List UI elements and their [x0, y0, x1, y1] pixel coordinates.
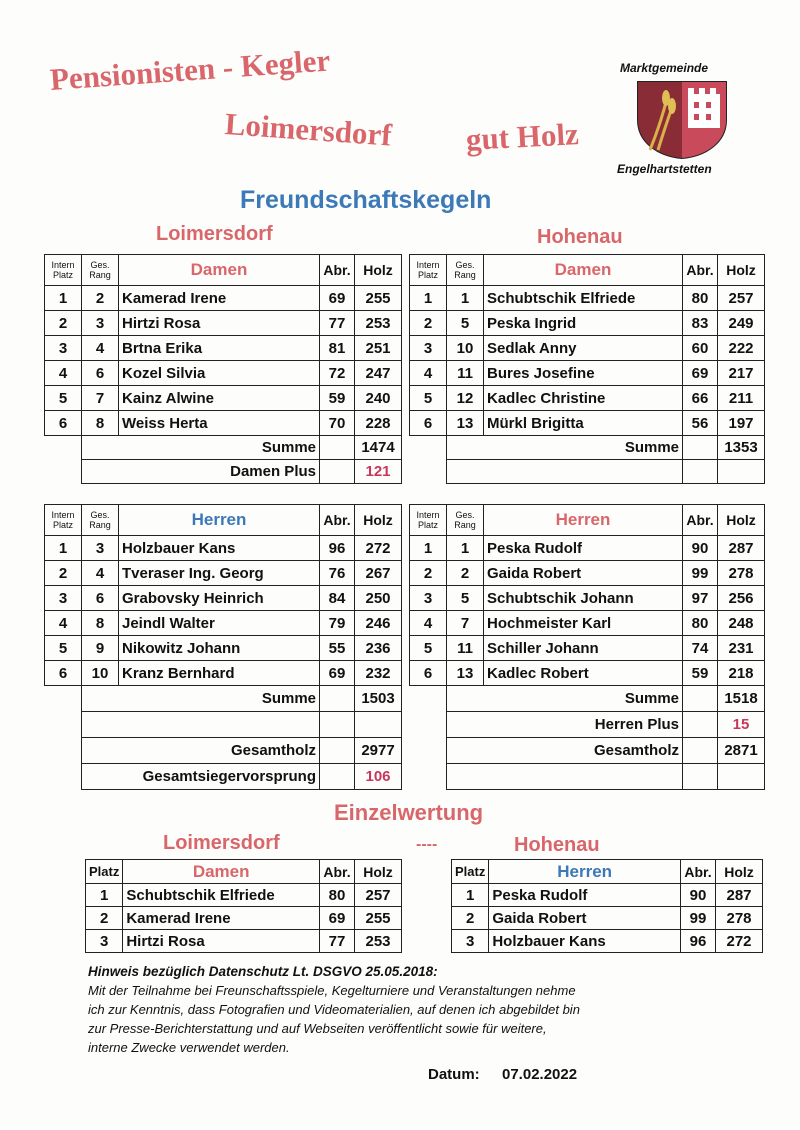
col-holz: Holz [716, 860, 763, 884]
date-label: Datum: [428, 1066, 480, 1083]
cell-abr: 59 [683, 661, 718, 686]
cell-p: 3 [452, 930, 489, 953]
cell-holz: 278 [718, 561, 765, 586]
cell-name: Grabovsky Heinrich [119, 586, 320, 611]
cell-abr: 77 [320, 311, 355, 336]
summe-label: Summe [447, 686, 683, 712]
cell-abr: 79 [320, 611, 355, 636]
cell-name: Schubtschik Elfriede [484, 286, 683, 311]
cell-abr: 97 [683, 586, 718, 611]
cell-ip: 5 [410, 386, 447, 411]
cell-name: Peska Rudolf [489, 884, 681, 907]
damen-title: Damen [119, 255, 320, 286]
col-holz: Holz [718, 505, 765, 536]
cell-ip: 5 [45, 636, 82, 661]
col-abr: Abr. [320, 255, 355, 286]
cell-name: Schubtschik Elfriede [123, 884, 320, 907]
table-row [45, 586, 402, 611]
coat-of-arms-icon [636, 80, 728, 160]
cell-name: Peska Ingrid [484, 311, 683, 336]
cell-abr: 90 [683, 536, 718, 561]
cell-ip: 3 [410, 586, 447, 611]
cell-gr: 11 [447, 361, 484, 386]
title-line-1: Pensionisten - Kegler [48, 42, 332, 97]
cell-gr: 5 [447, 311, 484, 336]
col-ges-rang: Ges. Rang [82, 255, 119, 286]
cell-holz: 197 [718, 411, 765, 436]
cell-holz: 272 [355, 536, 402, 561]
cell-name: Gaida Robert [484, 561, 683, 586]
table-row [45, 611, 402, 636]
col-platz: Platz [452, 860, 489, 884]
table-row [86, 884, 402, 907]
table-row [410, 611, 765, 636]
cell-name: Schubtschik Johann [484, 586, 683, 611]
cell-p: 3 [86, 930, 123, 953]
cell-holz: 228 [355, 411, 402, 436]
cell-name: Brtna Erika [119, 336, 320, 361]
cell-holz: 257 [718, 286, 765, 311]
cell-name: Mürkl Brigitta [484, 411, 683, 436]
table-row [410, 386, 765, 411]
cell-name: Kamerad Irene [123, 907, 320, 930]
cell-ip: 6 [410, 661, 447, 686]
cell-holz: 255 [355, 286, 402, 311]
col-holz: Holz [355, 255, 402, 286]
cell-abr: 70 [320, 411, 355, 436]
cell-gr: 8 [82, 611, 119, 636]
cell-abr: 80 [320, 884, 355, 907]
cell-name: Jeindl Walter [119, 611, 320, 636]
cell-abr: 56 [683, 411, 718, 436]
notice-line: Mit der Teilnahme bei Freunschaftsspiele, Kegelturniere und Veranstaltungen nehme [88, 983, 576, 998]
cell-abr: 90 [681, 884, 716, 907]
herren-plus-value: 15 [718, 712, 765, 738]
cell-abr: 74 [683, 636, 718, 661]
cell-holz: 287 [718, 536, 765, 561]
einzel-herren-title: Herren [489, 860, 681, 884]
cell-ip: 4 [45, 611, 82, 636]
table-row [410, 311, 765, 336]
cell-holz: 250 [355, 586, 402, 611]
col-abr: Abr. [681, 860, 716, 884]
cell-holz: 218 [718, 661, 765, 686]
cell-abr: 69 [320, 286, 355, 311]
cell-ip: 1 [410, 286, 447, 311]
cell-holz: 232 [355, 661, 402, 686]
col-intern-platz: Intern Platz [45, 255, 82, 286]
title-line-3: gut Holz [465, 116, 580, 157]
cell-ip: 2 [45, 561, 82, 586]
cell-gr: 6 [82, 586, 119, 611]
cell-p: 1 [86, 884, 123, 907]
cell-gr: 4 [82, 336, 119, 361]
cell-gr: 7 [82, 386, 119, 411]
cell-gr: 10 [82, 661, 119, 686]
table-row [410, 336, 765, 361]
cell-gr: 2 [82, 286, 119, 311]
col-holz: Holz [355, 505, 402, 536]
cell-ip: 5 [410, 636, 447, 661]
cell-gr: 1 [447, 286, 484, 311]
cell-abr: 77 [320, 930, 355, 953]
col-abr: Abr. [683, 505, 718, 536]
left-herren-table [44, 504, 402, 790]
table-row [86, 930, 402, 953]
gesamtsieger-label: Gesamtsiegervorsprung [82, 764, 320, 790]
cell-holz: 240 [355, 386, 402, 411]
title-line-2: Loimersdorf [223, 106, 393, 153]
cell-holz: 217 [718, 361, 765, 386]
table-row [45, 411, 402, 436]
cell-ip: 1 [45, 536, 82, 561]
cell-abr: 99 [681, 907, 716, 930]
cell-name: Bures Josefine [484, 361, 683, 386]
cell-ip: 4 [45, 361, 82, 386]
table-row [410, 586, 765, 611]
col-intern-platz: Intern Platz [410, 505, 447, 536]
table-row [45, 361, 402, 386]
summe-value: 1353 [718, 436, 765, 460]
table-row [452, 907, 763, 930]
einzel-damen-title: Damen [123, 860, 320, 884]
gesamtholz-label: Gesamtholz [447, 738, 683, 764]
cell-abr: 84 [320, 586, 355, 611]
cell-abr: 80 [683, 611, 718, 636]
cell-gr: 13 [447, 661, 484, 686]
cell-name: Kozel Silvia [119, 361, 320, 386]
table-row [410, 536, 765, 561]
cell-name: Kadlec Robert [484, 661, 683, 686]
cell-abr: 69 [320, 661, 355, 686]
cell-ip: 2 [45, 311, 82, 336]
cell-name: Nikowitz Johann [119, 636, 320, 661]
cell-abr: 72 [320, 361, 355, 386]
table-row [452, 930, 763, 953]
cell-holz: 251 [355, 336, 402, 361]
col-intern-platz: Intern Platz [45, 505, 82, 536]
cell-name: Hirtzi Rosa [123, 930, 320, 953]
cell-holz: 249 [718, 311, 765, 336]
damen-plus-label: Damen Plus [82, 460, 320, 484]
cell-name: Weiss Herta [119, 411, 320, 436]
cell-name: Hirtzi Rosa [119, 311, 320, 336]
cell-name: Kadlec Christine [484, 386, 683, 411]
cell-gr: 10 [447, 336, 484, 361]
cell-ip: 4 [410, 361, 447, 386]
col-abr: Abr. [320, 860, 355, 884]
cell-gr: 5 [447, 586, 484, 611]
cell-abr: 81 [320, 336, 355, 361]
summe-label: Summe [82, 436, 320, 460]
table-row [45, 311, 402, 336]
cell-name: Holzbauer Kans [119, 536, 320, 561]
cell-holz: 255 [355, 907, 402, 930]
gesamtsieger-value: 106 [355, 764, 402, 790]
cell-holz: 267 [355, 561, 402, 586]
cell-ip: 1 [45, 286, 82, 311]
col-holz: Holz [718, 255, 765, 286]
cell-ip: 2 [410, 561, 447, 586]
team-left-heading: Loimersdorf [156, 223, 273, 245]
cell-ip: 3 [410, 336, 447, 361]
cell-abr: 76 [320, 561, 355, 586]
cell-name: Gaida Robert [489, 907, 681, 930]
cell-holz: 287 [716, 884, 763, 907]
herren-title: Herren [484, 505, 683, 536]
cell-holz: 222 [718, 336, 765, 361]
cell-holz: 236 [355, 636, 402, 661]
main-title: Freundschaftskegeln [240, 186, 492, 214]
einzel-damen-table [85, 859, 402, 953]
notice-line: zur Presse-Berichterstattung und auf Webseiten veröffentlicht sowie für weitere, [88, 1021, 547, 1036]
einzelwertung-title: Einzelwertung [334, 800, 484, 825]
cell-holz: 247 [355, 361, 402, 386]
col-abr: Abr. [683, 255, 718, 286]
cell-p: 2 [86, 907, 123, 930]
table-row [410, 636, 765, 661]
cell-abr: 55 [320, 636, 355, 661]
privacy-notice [88, 962, 580, 1057]
left-damen-table [44, 254, 402, 484]
right-damen-table [409, 254, 765, 484]
notice-heading: Hinweis bezüglich Datenschutz Lt. DSGVO 25.05.2018: [88, 964, 438, 979]
cell-gr: 12 [447, 386, 484, 411]
table-row [410, 411, 765, 436]
cell-gr: 13 [447, 411, 484, 436]
cell-holz: 272 [716, 930, 763, 953]
cell-abr: 80 [683, 286, 718, 311]
cell-ip: 6 [45, 661, 82, 686]
col-ges-rang: Ges. Rang [447, 505, 484, 536]
cell-holz: 253 [355, 930, 402, 953]
table-row [86, 907, 402, 930]
cell-name: Holzbauer Kans [489, 930, 681, 953]
cell-abr: 69 [683, 361, 718, 386]
cell-name: Tveraser Ing. Georg [119, 561, 320, 586]
cell-ip: 3 [45, 586, 82, 611]
cell-abr: 60 [683, 336, 718, 361]
team-right-heading: Hohenau [537, 226, 623, 248]
summe-label: Summe [447, 436, 683, 460]
cell-ip: 3 [45, 336, 82, 361]
table-row [45, 386, 402, 411]
col-abr: Abr. [320, 505, 355, 536]
cell-holz: 231 [718, 636, 765, 661]
herren-plus-label: Herren Plus [447, 712, 683, 738]
cell-gr: 2 [447, 561, 484, 586]
logo-caption-top: Marktgemeinde [620, 61, 709, 75]
col-ges-rang: Ges. Rang [447, 255, 484, 286]
table-row [410, 661, 765, 686]
table-row [410, 286, 765, 311]
col-intern-platz: Intern Platz [410, 255, 447, 286]
table-row [45, 336, 402, 361]
table-row [45, 536, 402, 561]
cell-abr: 59 [320, 386, 355, 411]
cell-holz: 211 [718, 386, 765, 411]
cell-gr: 3 [82, 311, 119, 336]
cell-name: Peska Rudolf [484, 536, 683, 561]
col-ges-rang: Ges. Rang [82, 505, 119, 536]
table-row [45, 561, 402, 586]
notice-line: ich zur Kenntnis, dass Fotografien und Videomaterialien, auf denen ich abgebildet bin [88, 1002, 580, 1017]
cell-gr: 1 [447, 536, 484, 561]
cell-gr: 11 [447, 636, 484, 661]
cell-ip: 2 [410, 311, 447, 336]
herren-title: Herren [119, 505, 320, 536]
cell-name: Kranz Bernhard [119, 661, 320, 686]
cell-gr: 6 [82, 361, 119, 386]
cell-holz: 253 [355, 311, 402, 336]
cell-gr: 8 [82, 411, 119, 436]
cell-holz: 246 [355, 611, 402, 636]
cell-abr: 99 [683, 561, 718, 586]
cell-holz: 248 [718, 611, 765, 636]
table-row [410, 361, 765, 386]
logo-caption-bottom: Engelhartstetten [617, 162, 712, 176]
cell-ip: 1 [410, 536, 447, 561]
cell-gr: 3 [82, 536, 119, 561]
summe-value: 1503 [355, 686, 402, 712]
notice-line: interne Zwecke verwendet werden. [88, 1040, 290, 1055]
damen-title: Damen [484, 255, 683, 286]
cell-name: Schiller Johann [484, 636, 683, 661]
cell-abr: 66 [683, 386, 718, 411]
einzel-right-team: Hohenau [514, 834, 600, 856]
table-row [410, 561, 765, 586]
cell-abr: 83 [683, 311, 718, 336]
cell-abr: 96 [320, 536, 355, 561]
cell-ip: 4 [410, 611, 447, 636]
summe-label: Summe [82, 686, 320, 712]
cell-abr: 69 [320, 907, 355, 930]
right-herren-table [409, 504, 765, 790]
cell-gr: 4 [82, 561, 119, 586]
einzel-herren-table [451, 859, 763, 953]
cell-ip: 5 [45, 386, 82, 411]
cell-p: 1 [452, 884, 489, 907]
col-platz: Platz [86, 860, 123, 884]
einzel-separator: ---- [416, 836, 438, 853]
cell-name: Sedlak Anny [484, 336, 683, 361]
cell-ip: 6 [410, 411, 447, 436]
cell-holz: 278 [716, 907, 763, 930]
gesamtholz-value: 2977 [355, 738, 402, 764]
cell-name: Kainz Alwine [119, 386, 320, 411]
table-row [45, 661, 402, 686]
cell-holz: 257 [355, 884, 402, 907]
date-value: 07.02.2022 [502, 1066, 578, 1083]
summe-value: 1518 [718, 686, 765, 712]
cell-holz: 256 [718, 586, 765, 611]
einzel-left-team: Loimersdorf [163, 832, 280, 854]
cell-gr: 7 [447, 611, 484, 636]
summe-value: 1474 [355, 436, 402, 460]
gesamtholz-value: 2871 [718, 738, 765, 764]
cell-ip: 6 [45, 411, 82, 436]
table-row [45, 286, 402, 311]
cell-name: Hochmeister Karl [484, 611, 683, 636]
table-row [452, 884, 763, 907]
damen-plus-value: 121 [355, 460, 402, 484]
table-row [45, 636, 402, 661]
cell-gr: 9 [82, 636, 119, 661]
gesamtholz-label: Gesamtholz [82, 738, 320, 764]
cell-p: 2 [452, 907, 489, 930]
cell-abr: 96 [681, 930, 716, 953]
cell-name: Kamerad Irene [119, 286, 320, 311]
col-holz: Holz [355, 860, 402, 884]
